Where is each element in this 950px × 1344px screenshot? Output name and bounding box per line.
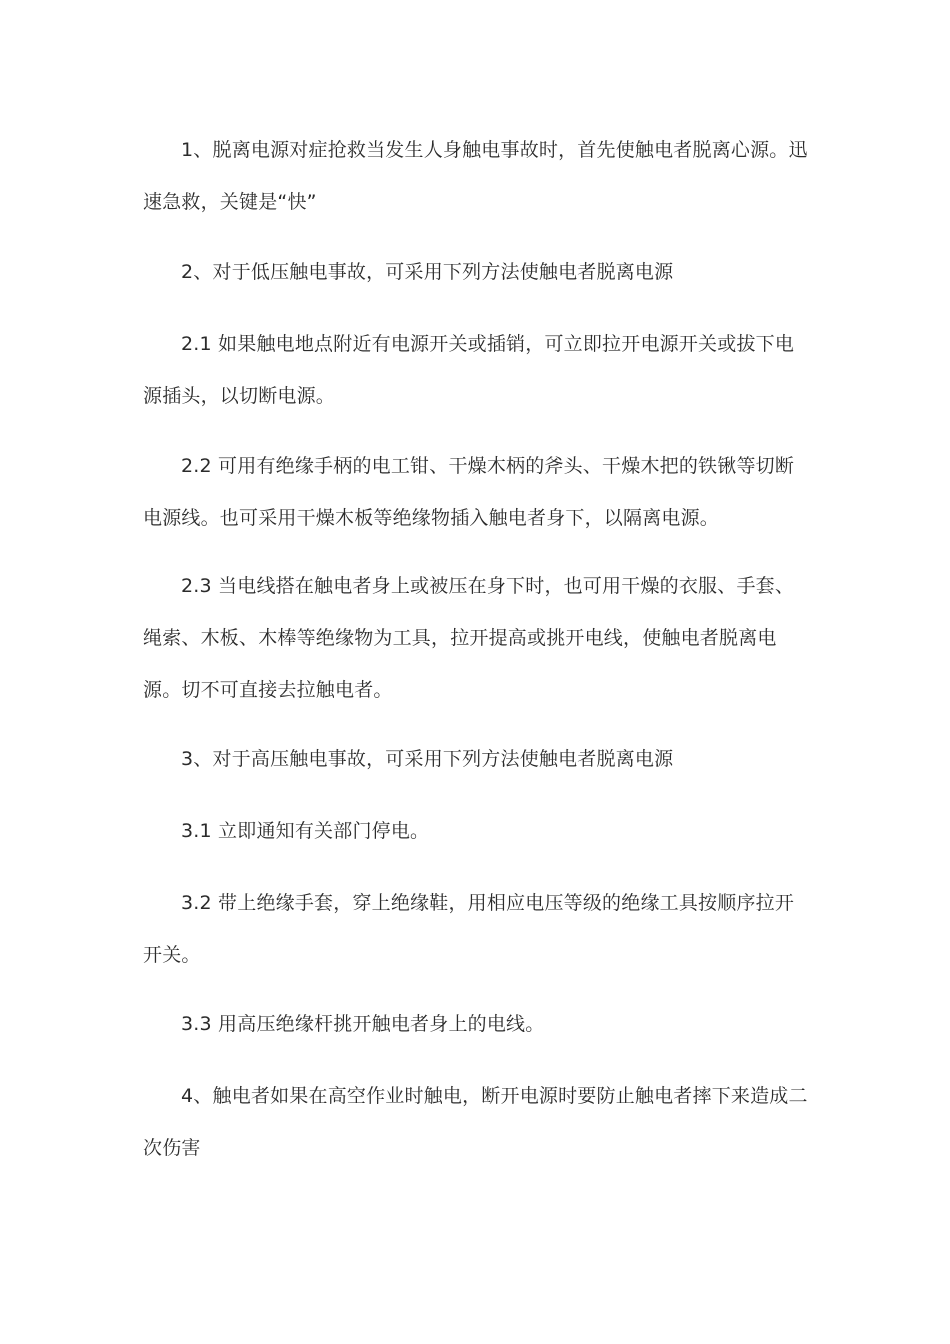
paragraph-2-low-voltage: 2、对于低压触电事故，可采用下列方法使触电者脱离电源: [181, 261, 674, 283]
paragraph-2-1-switch-off: 2.1 如果触电地点附近有电源开关或插销，可立即拉开电源开关或拔下电源插头，以切断电源。: [143, 333, 795, 407]
paragraph-2-2-cut-wire: 2.2 可用有绝缘手柄的电工钳、干燥木柄的斧头、干燥木把的铁锹等切断电源线。也可采用干燥木板等绝缘物插入触电者身下，以隔离电源。: [143, 455, 795, 529]
paragraph-3-1-notify: 3.1 立即通知有关部门停电。: [181, 820, 430, 842]
paragraph-3-high-voltage: 3、对于高压触电事故，可采用下列方法使触电者脱离电源: [181, 748, 674, 770]
paragraph-4-height-work: 4、触电者如果在高空作业时触电，断开电源时要防止触电者摔下来造成二次伤害: [143, 1085, 808, 1159]
paragraph-2-3-lift-wire: 2.3 当电线搭在触电者身上或被压在身下时，也可用干燥的衣服、手套、绳索、木板、木棒等绝缘物为工具，拉开提高或挑开电线，使触电者脱离电源。切不可直接去拉触电者。: [143, 575, 795, 701]
paragraph-3-3-insulated-pole: 3.3 用高压绝缘杆挑开触电者身上的电线。: [181, 1013, 545, 1035]
paragraph-1-break-from-power: 1、脱离电源对症抢救当发生人身触电事故时，首先使触电者脱离心源。迅速急救，关键是“快”: [143, 139, 808, 213]
paragraph-3-2-insulated-gear: 3.2 带上绝缘手套，穿上绝缘鞋，用相应电压等级的绝缘工具按顺序拉开开关。: [143, 892, 795, 966]
